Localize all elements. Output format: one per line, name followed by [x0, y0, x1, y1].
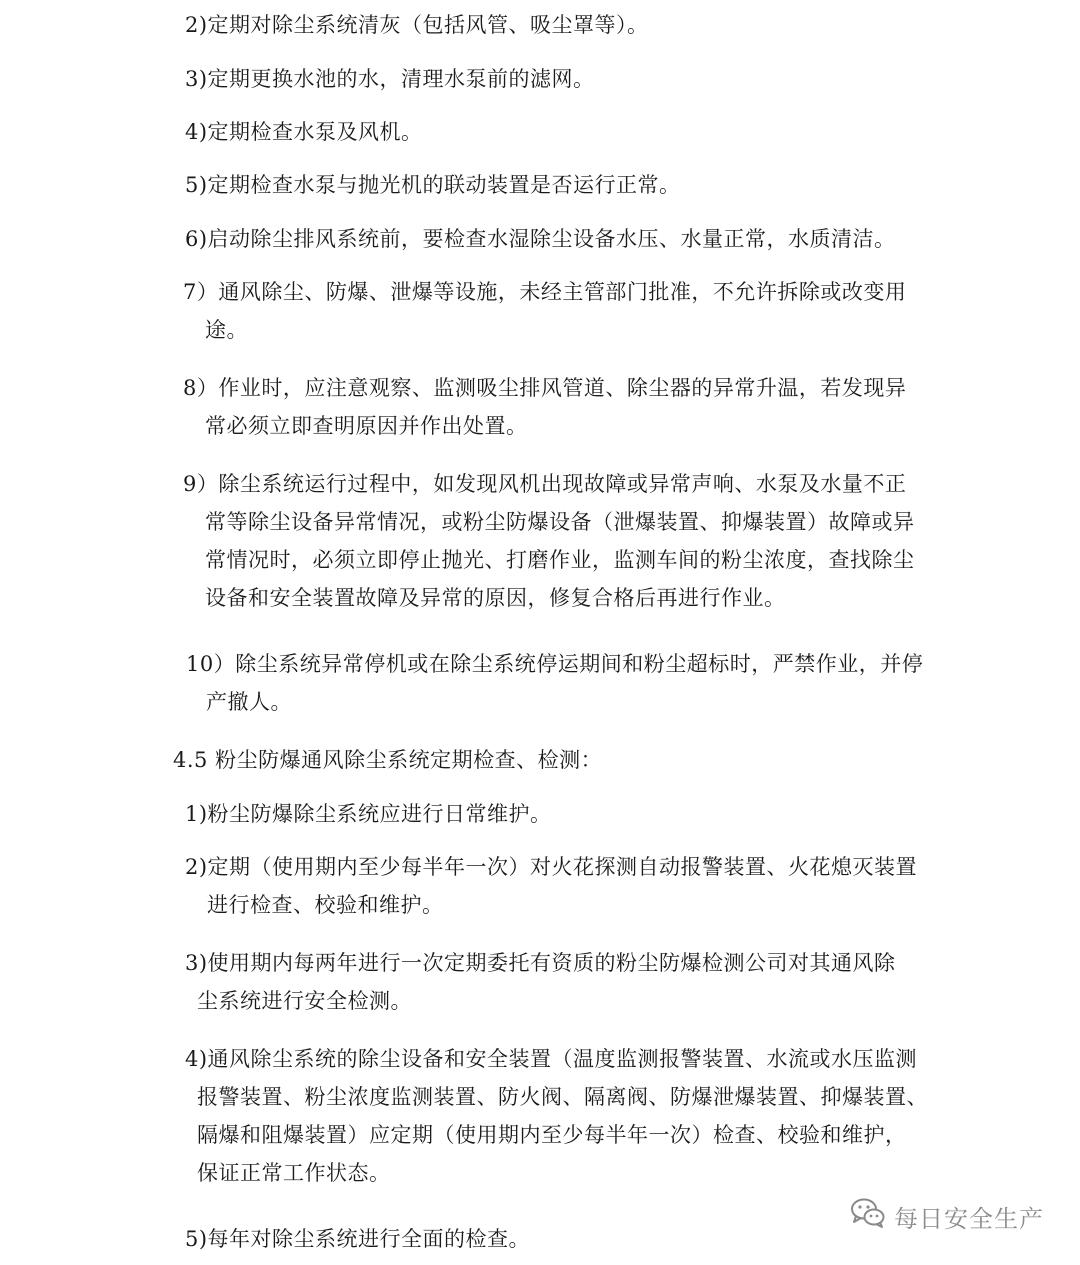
item-text-line: 隔爆和阻爆装置）应定期（使用期内至少每半年一次）检查、校验和维护，	[197, 1123, 907, 1147]
list-item	[185, 113, 423, 151]
list-item	[183, 273, 906, 349]
item-text-line: 2)定期（使用期内至少每半年一次）对火花探测自动报警装置、火花熄灭装置	[185, 855, 918, 879]
item-text-line: 8）作业时，应注意观察、监测吸尘排风管道、除尘器的异常升温，若发现异	[183, 376, 907, 400]
section-heading	[173, 741, 602, 779]
watermark	[850, 1196, 1044, 1236]
item-text-line: 报警装置、粉尘浓度监测装置、防火阀、隔离阀、防爆泄爆装置、抑爆装置、	[197, 1085, 928, 1109]
item-text-line: 4)定期检查水泵及风机。	[185, 120, 423, 144]
item-text-line: 9）除尘系统运行过程中，如发现风机出现故障或异常声响、水泵及水量不正	[183, 472, 907, 496]
item-text-line: 10）除尘系统异常停机或在除尘系统停运期间和粉尘超标时，严禁作业，并停	[186, 652, 924, 676]
item-text-line: 1)粉尘防爆除尘系统应进行日常维护。	[185, 802, 552, 826]
item-text-line: 产撤人。	[206, 690, 292, 714]
item-text-line: 7）通风除尘、防爆、泄爆等设施，未经主管部门批准，不允许拆除或改变用	[183, 280, 907, 304]
list-item	[185, 220, 896, 258]
watermark-text: 每日安全生产	[894, 1204, 1044, 1233]
item-text-line: 常等除尘设备异常情况，或粉尘防爆设备（泄爆装置、抑爆装置）故障或异	[205, 510, 915, 534]
list-item	[183, 369, 906, 445]
item-text-line: 4)通风除尘系统的除尘设备和安全装置（温度监测报警装置、水流或水压监测	[185, 1047, 918, 1071]
item-text-line: 3)定期更换水池的水，清理水泵前的滤网。	[185, 67, 595, 91]
list-item	[185, 60, 595, 98]
list-item	[185, 795, 552, 833]
heading-text: 4.5 粉尘防爆通风除尘系统定期检查、检测：	[173, 748, 603, 772]
item-text-line: 3)使用期内每两年进行一次定期委托有资质的粉尘防爆检测公司对其通风除	[185, 951, 896, 975]
list-item	[185, 6, 649, 44]
list-item	[185, 166, 681, 204]
item-text-line: 常必须立即查明原因并作出处置。	[205, 414, 528, 438]
list-item	[185, 848, 917, 924]
item-text-line: 进行检查、校验和维护。	[207, 893, 444, 917]
item-text-line: 尘系统进行安全检测。	[197, 989, 412, 1013]
item-text-line: 5)每年对除尘系统进行全面的检查。	[185, 1227, 531, 1251]
list-item	[185, 1040, 928, 1192]
wechat-icon	[850, 1197, 886, 1235]
list-item	[183, 465, 915, 617]
item-text-line: 5)定期检查水泵与抛光机的联动装置是否运行正常。	[185, 173, 681, 197]
list-item	[185, 944, 896, 1020]
item-text-line: 途。	[205, 318, 248, 342]
item-text-line: 6)启动除尘排风系统前，要检查水湿除尘设备水压、水量正常，水质清洁。	[185, 227, 896, 251]
list-item	[186, 645, 923, 721]
list-item	[185, 1220, 530, 1258]
item-text-line: 常情况时，必须立即停止抛光、打磨作业，监测车间的粉尘浓度，查找除尘	[205, 548, 915, 572]
item-text-line: 保证正常工作状态。	[197, 1161, 391, 1185]
item-text-line: 2)定期对除尘系统清灰（包括风管、吸尘罩等）。	[185, 13, 649, 37]
item-text-line: 设备和安全装置故障及异常的原因，修复合格后再进行作业。	[205, 586, 786, 610]
